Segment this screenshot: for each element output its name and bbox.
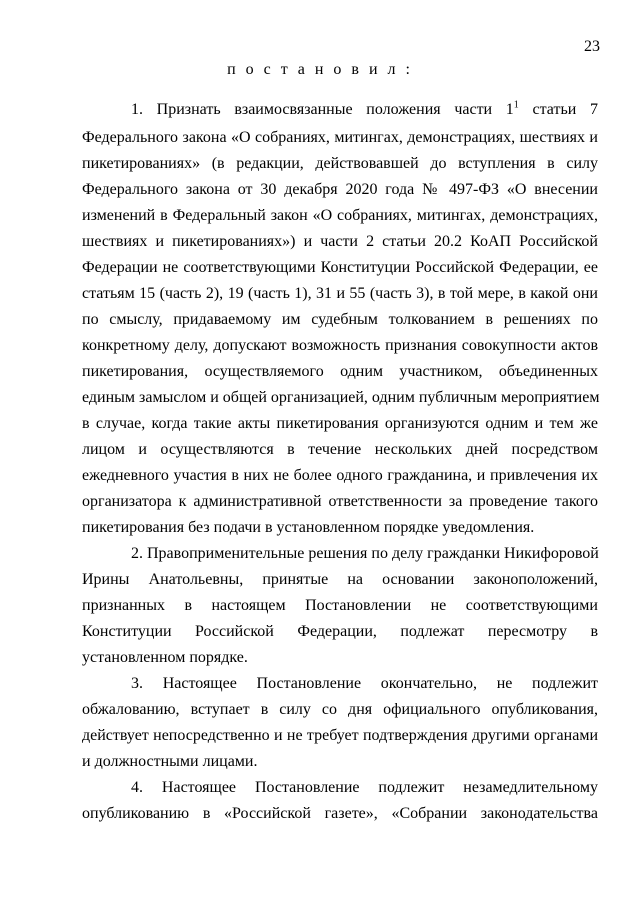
paragraph-2-line-4: Конституции Российской Федерации, подлежат пересмотру в: [82, 623, 598, 640]
paragraph-1-line-5: изменений в Федеральный закон «О собраниях, митингах, демонстрациях,: [82, 207, 598, 224]
paragraph-2-line-3: признанных в настоящем Постановлении не соответствующими: [82, 597, 598, 614]
paragraph-1-line-10: конкретному делу, допускают возможность признания совокупности актов: [82, 337, 598, 354]
paragraph-1-line-11: пикетирования, осуществляемого одним участником, объединенных: [82, 363, 598, 380]
paragraph-2-line-1: 2. Правоприменительные решения по делу гражданки Никифоровой: [131, 545, 599, 562]
paragraph-1-line-16: организатора к административной ответственности за проведение такого: [82, 493, 598, 510]
paragraph-1-line-14: лицом и осуществляются в течение нескольких дней посредством: [82, 441, 598, 458]
paragraph-2-line-5: установленном порядке.: [82, 649, 248, 666]
paragraph-1-line-2: Федерального закона «О собраниях, митингах, демонстрациях, шествиях и: [82, 129, 598, 146]
paragraph-1-line-8: статьям 15 (часть 2), 19 (часть 1), 31 и 55 (часть 3), в той мере, в какой они: [82, 285, 598, 302]
paragraph-1-line-15: ежедневного участия в них не более одного гражданина, и привлечения их: [82, 467, 598, 484]
paragraph-3-line-3: действует непосредственно и не требует подтверждения другими органами: [82, 727, 598, 744]
paragraph-1-line-7: Федерации не соответствующими Конституции Российской Федерации, ее: [82, 259, 598, 276]
paragraph-4-line-2: опубликованию в «Российской газете», «Собрании законодательства: [82, 805, 598, 822]
paragraph-1-line-13: в случае, когда такие акты пикетирования организуются одним и тем же: [82, 415, 598, 432]
resolution-heading: п о с т а н о в и л :: [227, 61, 413, 78]
paragraph-2-line-2: Ирины Анатольевны, принятые на основании законоположений,: [82, 571, 598, 588]
paragraph-1-line-1: 1. Признать взаимосвязанные положения части $1^1$ статьи 7: [131, 99, 598, 118]
paragraph-1-line-3: пикетированиях» (в редакции, действовавшей до вступления в силу: [82, 155, 598, 172]
paragraph-3-line-2: обжалованию, вступает в силу со дня официального опубликования,: [82, 701, 598, 718]
paragraph-1-line-9: по смыслу, придаваемому им судебным толкованием в решениях по: [82, 311, 598, 328]
paragraph-1-line-12: единым замыслом и общей организацией, одним публичным мероприятием: [82, 389, 600, 406]
paragraph-4-line-1: 4. Настоящее Постановление подлежит незамедлительному: [131, 779, 598, 796]
page-number: 23: [584, 38, 600, 55]
paragraph-3-line-1: 3. Настоящее Постановление окончательно, не подлежит: [131, 675, 598, 692]
paragraph-1-line-4: Федерального закона от 30 декабря 2020 года № 497-ФЗ «О внесении: [82, 181, 598, 198]
paragraph-1-line-6: шествиях и пикетированиях») и части 2 статьи 20.2 КоАП Российской: [82, 233, 598, 250]
paragraph-1-line-17: пикетирования без подачи в установленном порядке уведомления.: [82, 519, 535, 536]
paragraph-3-line-4: и должностными лицами.: [82, 753, 258, 770]
